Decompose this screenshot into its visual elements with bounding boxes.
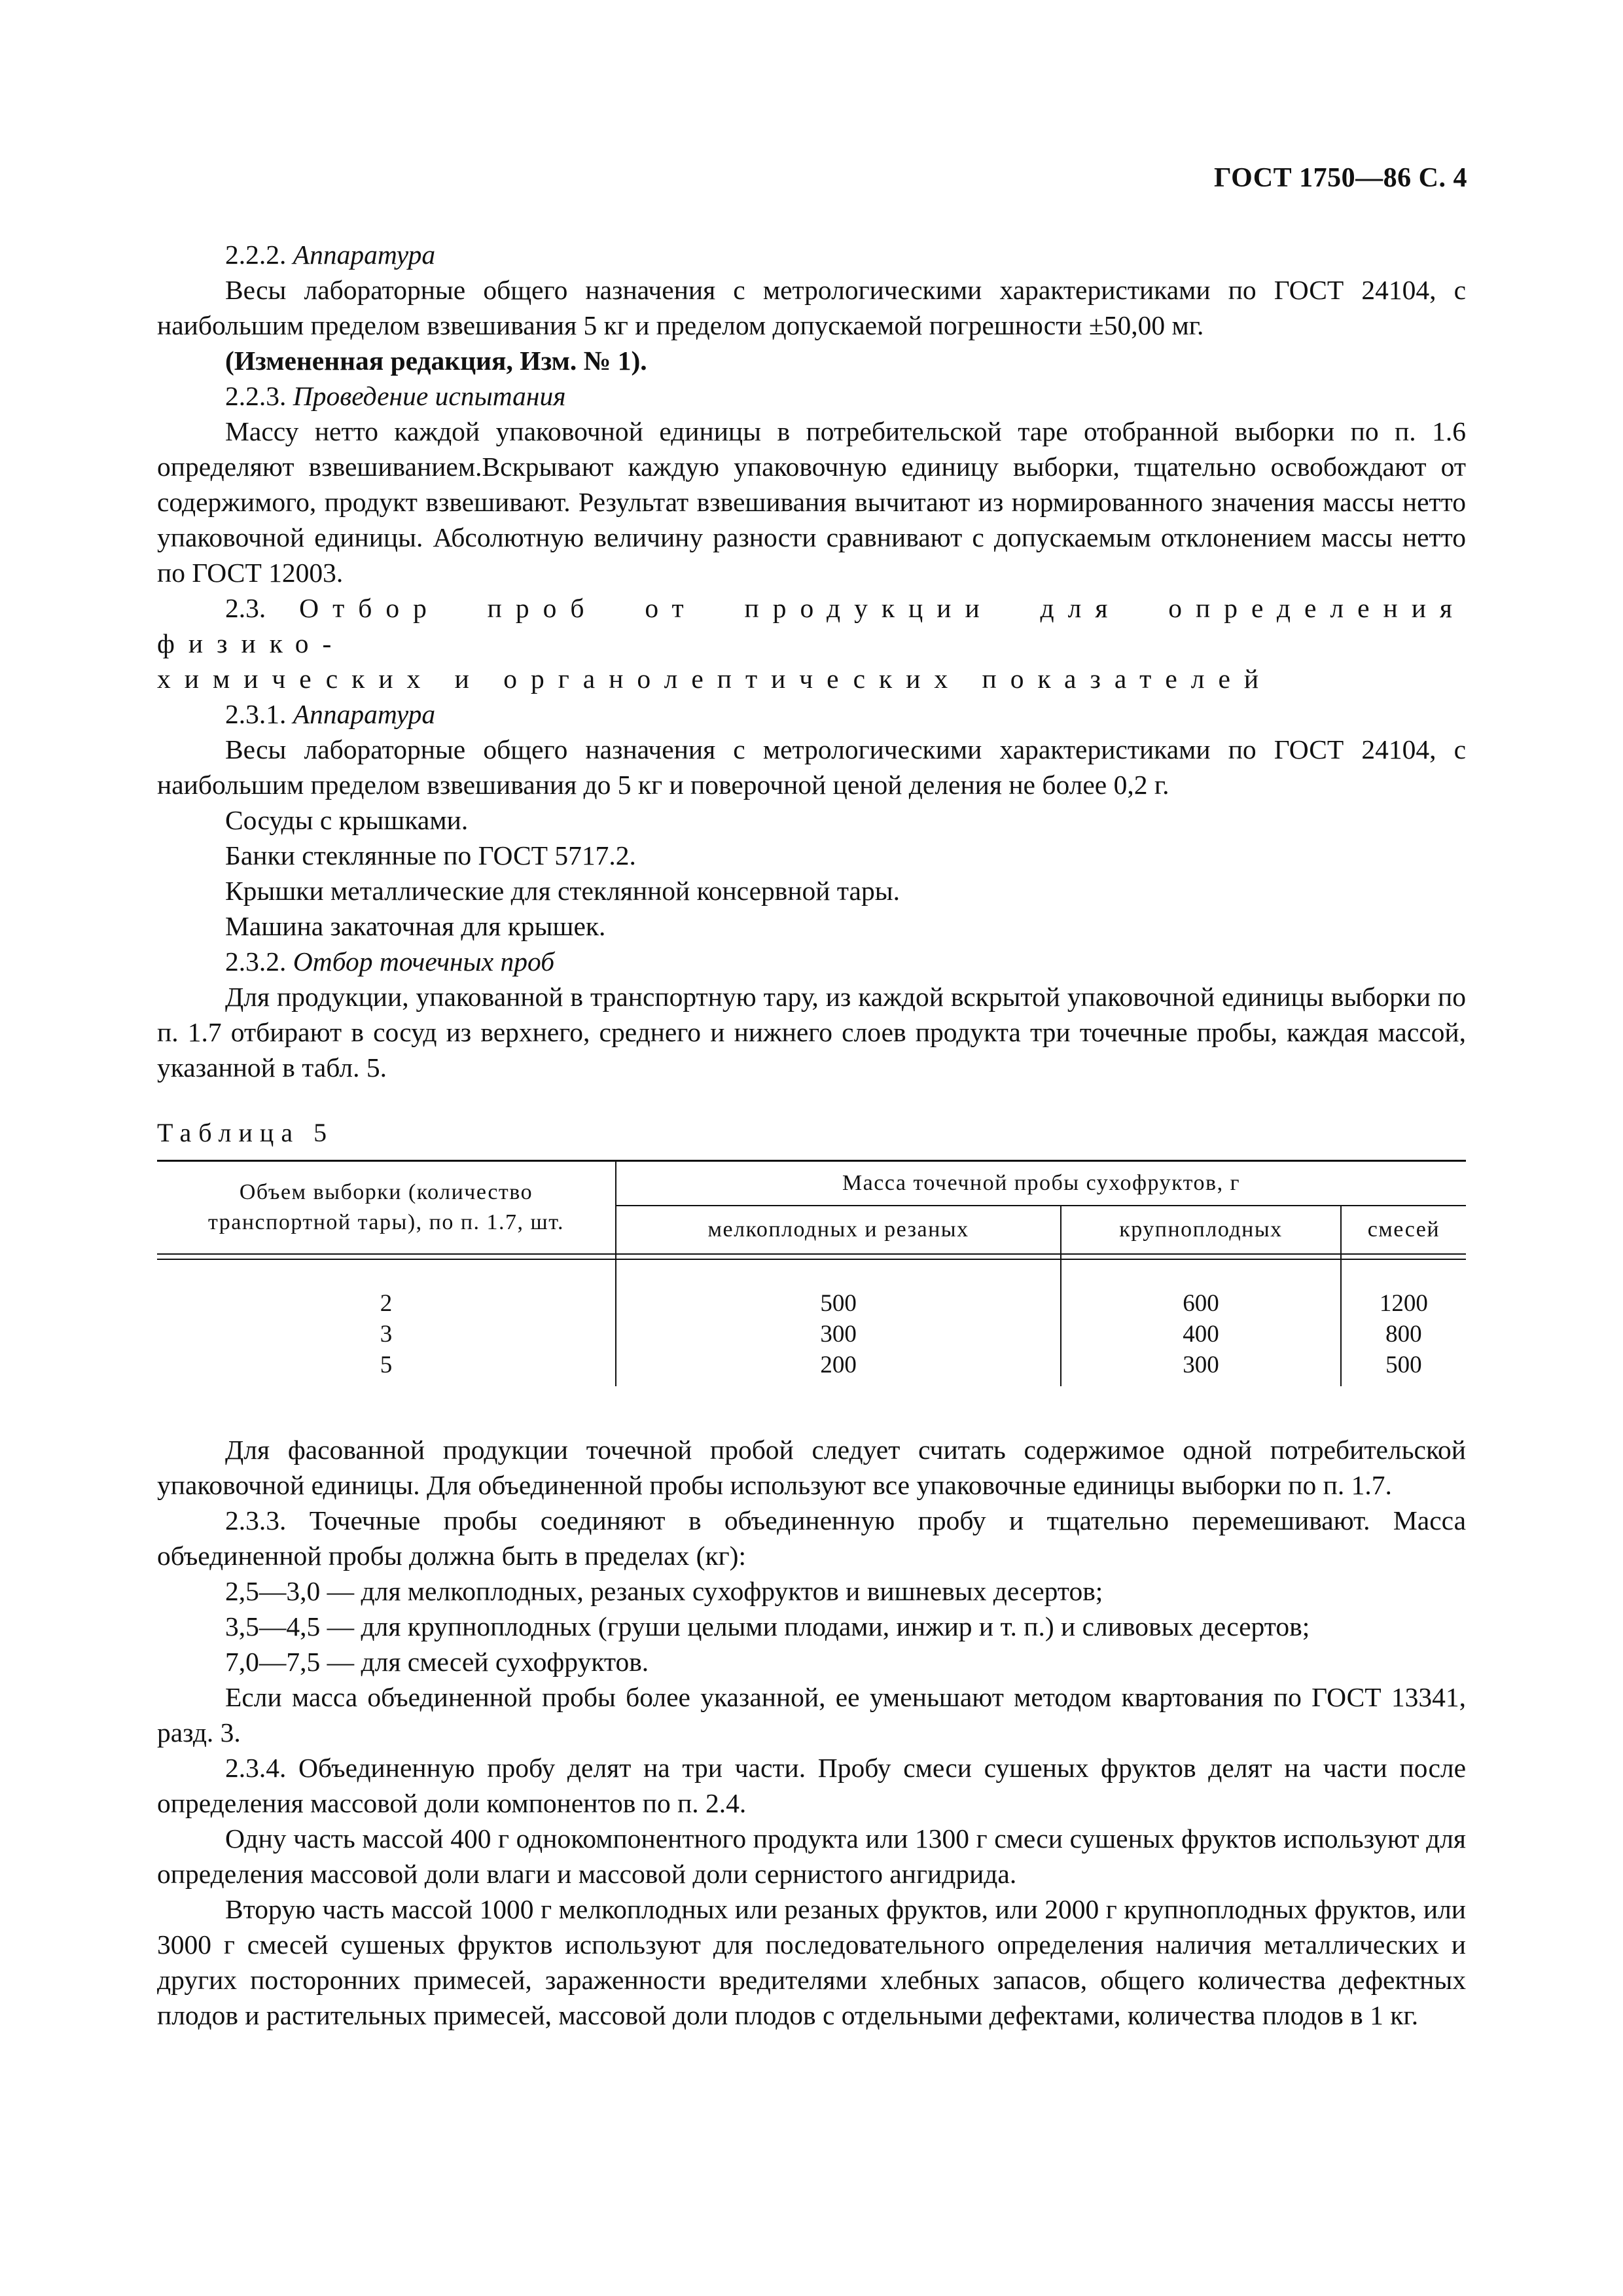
- table-cell: 3: [157, 1319, 616, 1350]
- table-cell: 2: [157, 1259, 616, 1319]
- table-rule: [157, 1254, 616, 1259]
- table-header-mixtures: смесей: [1341, 1206, 1466, 1254]
- section-number: 2.3.: [225, 593, 300, 623]
- table-cell: 5: [157, 1350, 616, 1386]
- section-title: Аппаратура: [293, 240, 436, 270]
- table-header-sample-size: Объем выборки (количество транспортной тары), по п. 1.7, шт.: [157, 1161, 616, 1255]
- table-cell: 400: [1061, 1319, 1341, 1350]
- paragraph: Банки стеклянные по ГОСТ 5717.2.: [225, 840, 636, 870]
- table-cell: 500: [1385, 1352, 1422, 1378]
- page-header: ГОСТ 1750—86 С. 4: [1213, 163, 1467, 193]
- table-rule: [1341, 1254, 1466, 1259]
- amendment-note: (Измененная редакция, Изм. № 1).: [225, 346, 647, 376]
- table-rule: [616, 1254, 1061, 1259]
- document-body: [157, 237, 1466, 2033]
- table-cell: 200: [616, 1350, 1061, 1386]
- table-header-small-fruit: мелкоплодных и резаных: [616, 1206, 1061, 1254]
- range-item: 3,5—4,5 — для крупноплодных (груши целыми плодами, инжир и т. п.) и сливовых десертов;: [225, 1611, 1310, 1641]
- table-row: [157, 1319, 1466, 1350]
- paragraph: Для продукции, упакованной в транспортную тару, из каждой вскрытой упаковочной единицы выборки по п. 1.7 отбирают в сосуд из верхнего, среднего и нижнего слоев продукта три точечные пробы, каждая массой, указанной в табл. 5.: [157, 982, 1466, 1083]
- section-number: 2.3.1.: [225, 699, 293, 729]
- table-row: [157, 1350, 1466, 1386]
- section-2-3-4: 2.3.4. Объединенную пробу делят на три части. Пробу смеси сушеных фруктов делят на части после определения массовой доли компонентов по п. 2.4.: [157, 1753, 1466, 1818]
- paragraph: Одну часть массой 400 г однокомпонентного продукта или 1300 г смеси сушеных фруктов используют для определения массовой доли влаги и массовой доли сернистого ангидрида.: [157, 1823, 1466, 1889]
- sample-table: [157, 1160, 1466, 1386]
- section-2-2-3-heading: [157, 378, 1466, 414]
- table-cell: 1200: [1341, 1259, 1466, 1319]
- paragraph: Массу нетто каждой упаковочной единицы в потребительской таре отобранной выборки по п. 1.6 определяют взвешиванием.Вскрывают каждую упаковочную единицу выборки, тщательно освобождают от содержимого, продукт взвешивают. Результат взвешивания вычитают из нормированного значения массы нетто упаковочной единицы. Абсолютную величину разности сравнивают с допускаемым отклонением массы нетто по ГОСТ 12003.: [157, 416, 1466, 588]
- table-cell: 500: [616, 1259, 1061, 1319]
- section-2-2-2-heading: [157, 237, 1466, 272]
- paragraph: Машина закаточная для крышек.: [225, 911, 606, 941]
- paragraph: Если масса объединенной пробы более указанной, ее уменьшают методом квартования по ГОСТ 13341, разд. 3.: [157, 1682, 1466, 1748]
- section-title: Отбор точечных проб: [293, 946, 555, 977]
- table-caption: Таблица 5: [157, 1118, 334, 1147]
- section-title: Проведение испытания: [293, 381, 566, 411]
- section-2-3-3: 2.3.3. Точечные пробы соединяют в объединенную пробу и тщательно перемешивают. Масса объединенной пробы должна быть в пределах (кг):: [157, 1505, 1466, 1571]
- section-2-3-heading-line2: химических и органолептических показателей: [157, 664, 1273, 694]
- section-2-3-heading-line1: [157, 590, 1466, 661]
- table-row: [157, 1259, 1466, 1319]
- section-number: 2.3.2.: [225, 946, 293, 977]
- table-rule: [1061, 1254, 1341, 1259]
- paragraph: Весы лабораторные общего назначения с метрологическими характеристиками по ГОСТ 24104, с наибольшим пределом взвешивания 5 кг и пределом допускаемой погрешности ±50,00 мг.: [157, 275, 1466, 340]
- paragraph: Для фасованной продукции точечной пробой следует считать содержимое одной потребительской упаковочной единицы. Для объединенной пробы используют все упаковочные единицы выборки по п. 1.7.: [157, 1435, 1466, 1500]
- range-item: 2,5—3,0 — для мелкоплодных, резаных сухофруктов и вишневых десертов;: [225, 1576, 1103, 1606]
- table-header-group: Масса точечной пробы сухофруктов, г: [616, 1161, 1466, 1206]
- paragraph: Крышки металлические для стеклянной консервной тары.: [225, 876, 900, 906]
- section-2-3-2-heading: [157, 944, 1466, 979]
- section-title: Аппаратура: [293, 699, 436, 729]
- section-title: Отбор проб от продукции для определения физико-: [157, 593, 1467, 658]
- section-number: 2.2.2.: [225, 240, 293, 270]
- range-item: 7,0—7,5 — для смесей сухофруктов.: [225, 1647, 649, 1677]
- paragraph: Весы лабораторные общего назначения с метрологическими характеристиками по ГОСТ 24104, с наибольшим пределом взвешивания до 5 кг и поверочной ценой деления не более 0,2 г.: [157, 734, 1466, 800]
- table-cell: 300: [616, 1319, 1061, 1350]
- section-2-3-1-heading: [157, 696, 1466, 732]
- table-cell: 300: [1061, 1350, 1341, 1386]
- table-cell: 800: [1385, 1321, 1422, 1348]
- table-header-large-fruit: крупноплодных: [1061, 1206, 1341, 1254]
- section-number: 2.2.3.: [225, 381, 293, 411]
- paragraph: Вторую часть массой 1000 г мелкоплодных или резаных фруктов, или 2000 г крупноплодных фруктов, или 3000 г смесей сушеных фруктов используют для последовательного определения наличия металлических и других посторонних примесей, зараженности вредителями хлебных запасов, общего количества дефектных плодов и растительных примесей, массовой доли плодов с отдельными дефектами, количества плодов в 1 кг.: [157, 1894, 1466, 2030]
- paragraph: Сосуды с крышками.: [225, 805, 469, 835]
- table-cell: 600: [1061, 1259, 1341, 1319]
